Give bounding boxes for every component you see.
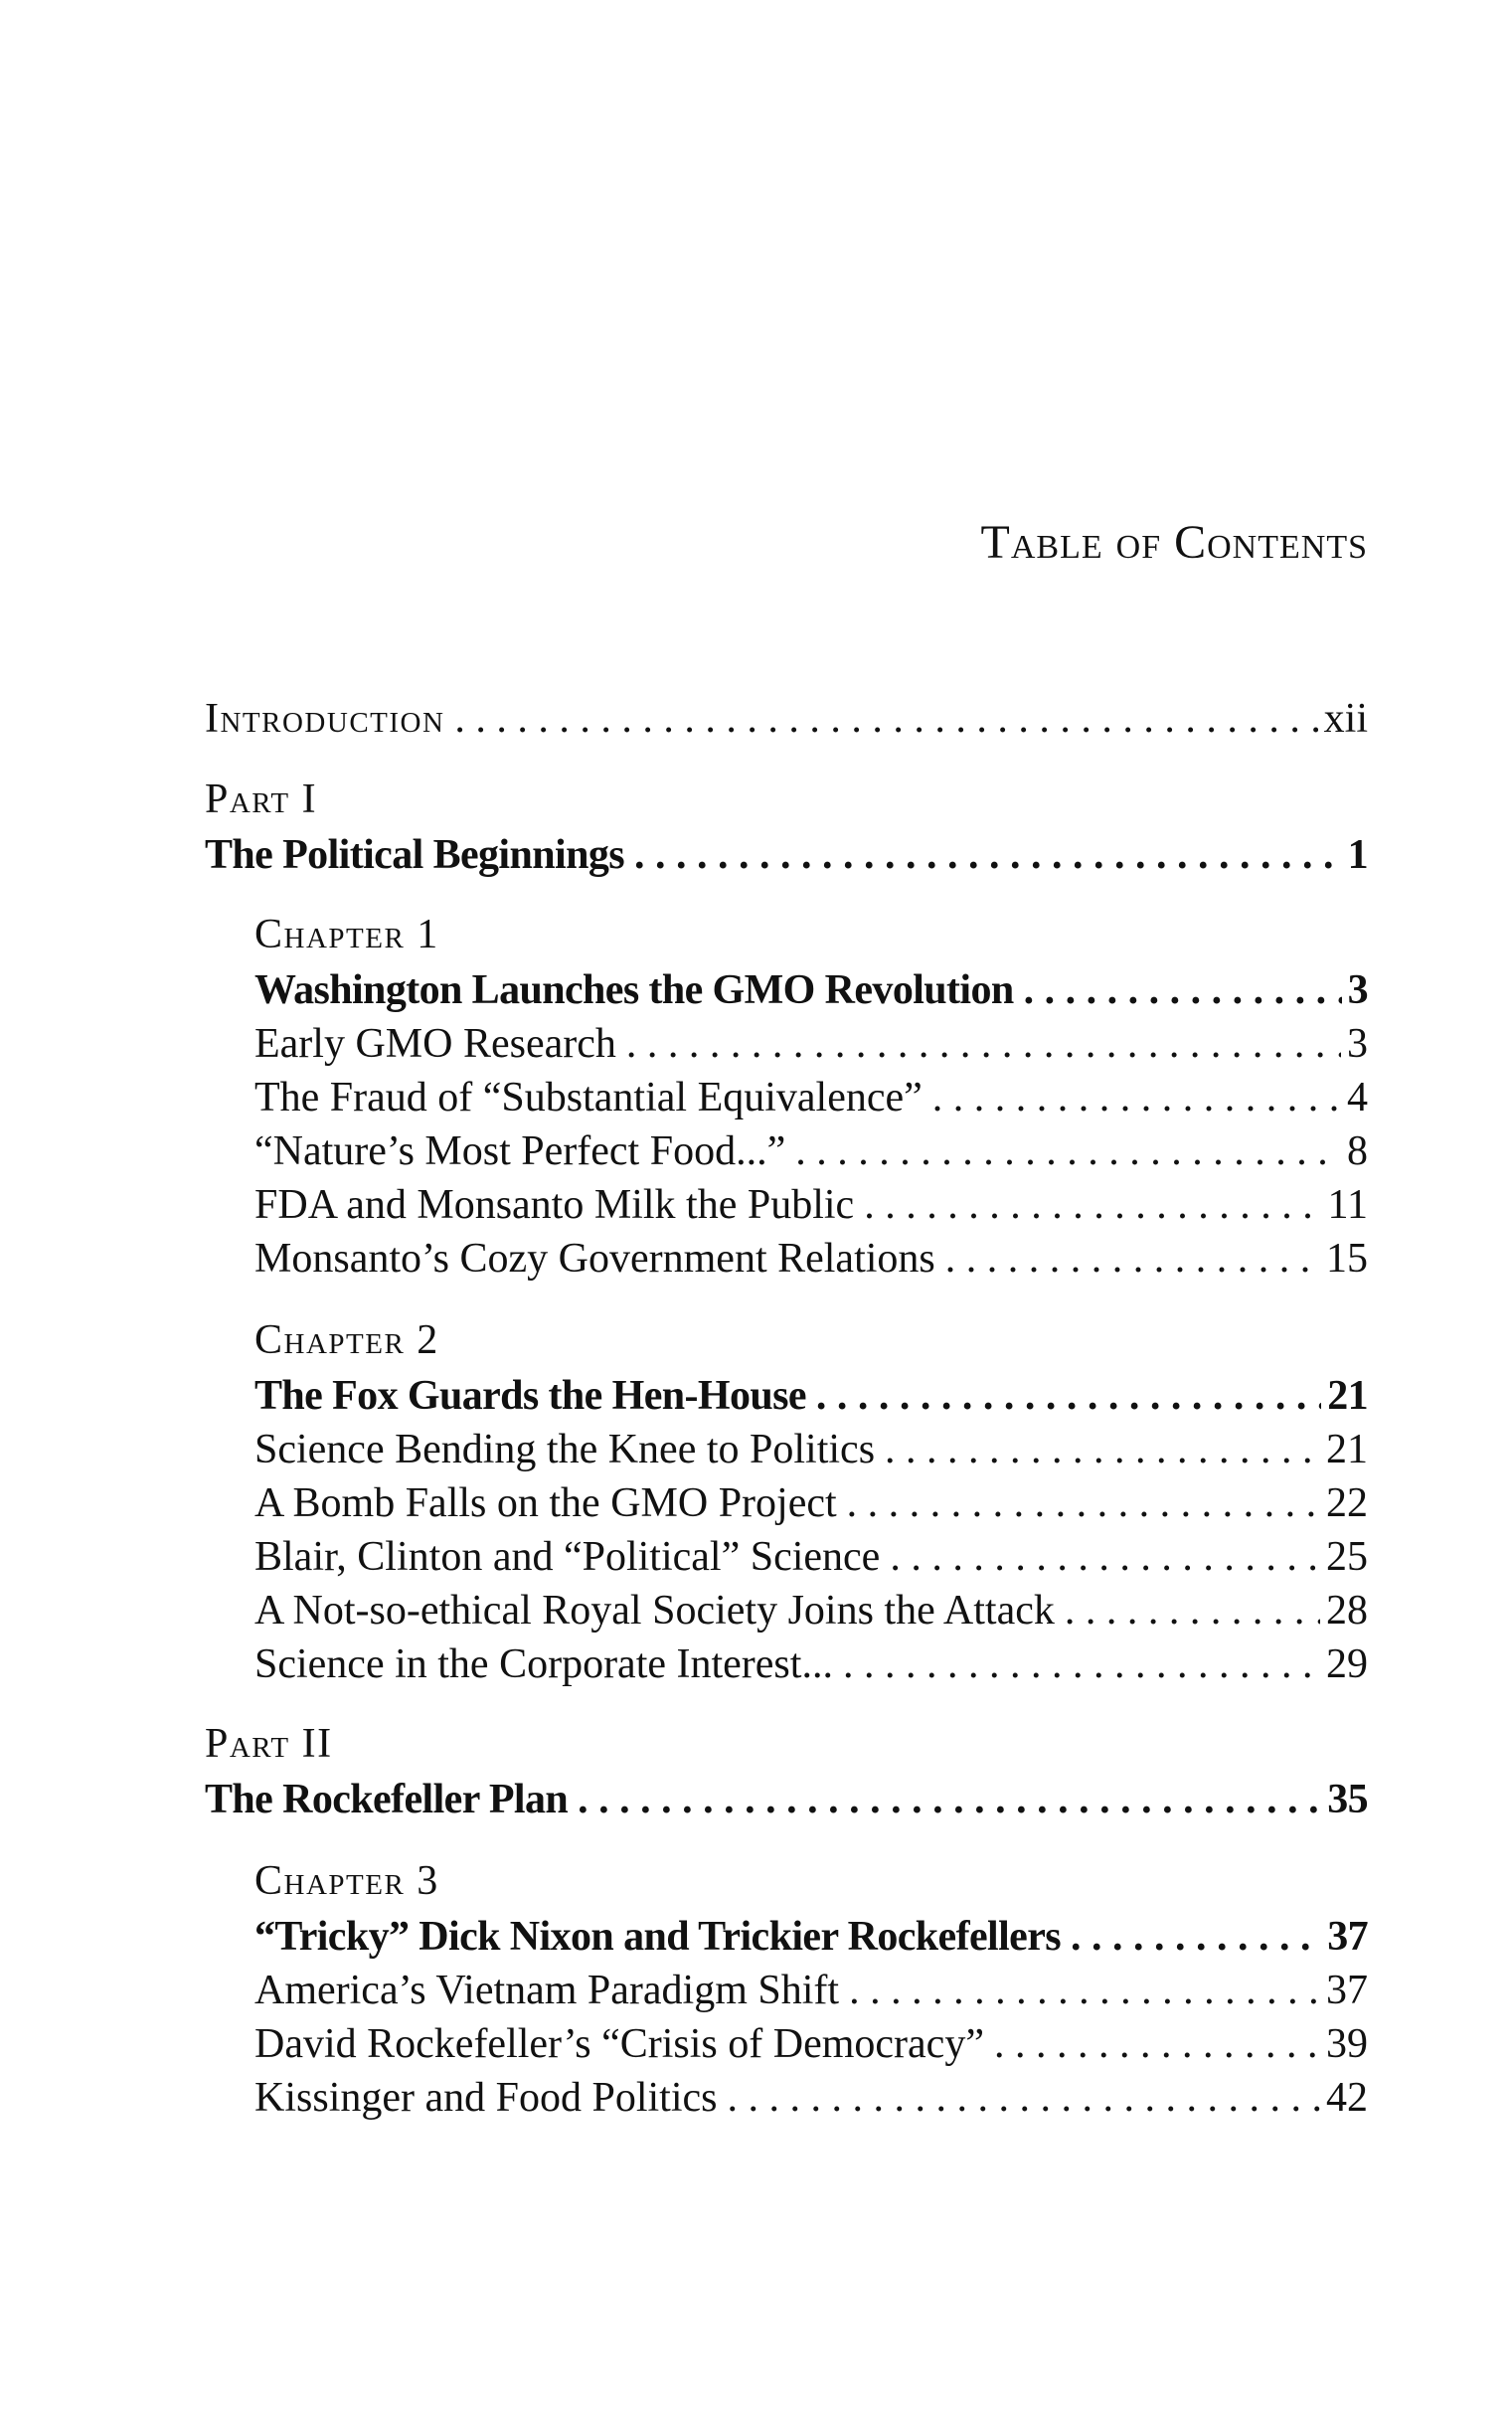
part-heading: Part I: [205, 776, 318, 822]
toc-entry-label: David Rockefeller’s “Crisis of Democracy”: [254, 2021, 984, 2067]
toc-entry-label: “Tricky” Dick Nixon and Trickier Rockefellers: [254, 1914, 1061, 1960]
toc-entry-page: 4: [1347, 1075, 1368, 1120]
toc-entry-section[interactable]: [254, 1125, 1368, 1177]
toc-entry-chapter2[interactable]: [254, 1370, 1368, 1422]
dot-leader: [1071, 1911, 1321, 1963]
toc-entry-label: Washington Launches the GMO Revolution: [254, 967, 1014, 1013]
toc-entry-section[interactable]: [254, 1233, 1368, 1285]
chapter-heading: Chapter 2: [254, 1317, 439, 1363]
toc-entry-page: 15: [1326, 1236, 1368, 1282]
dot-leader: [626, 1018, 1341, 1070]
dot-leader: [843, 1638, 1320, 1690]
toc-entry-label: Monsanto’s Cozy Government Relations: [254, 1236, 935, 1282]
toc-entry-page: 28: [1326, 1588, 1368, 1634]
dot-leader: [945, 1233, 1320, 1285]
toc-entry-label: Science Bending the Knee to Politics: [254, 1427, 876, 1472]
toc-entry-page: 21: [1326, 1427, 1368, 1472]
toc-entry-chapter1[interactable]: [254, 964, 1368, 1016]
toc-entry-label: The Political Beginnings: [205, 832, 624, 878]
toc-entry-label: America’s Vietnam Paradigm Shift: [254, 1968, 840, 2013]
toc-entry-section[interactable]: [254, 1424, 1368, 1475]
toc-entry-chapter3[interactable]: [254, 1911, 1368, 1963]
toc-entry-label: Science in the Corporate Interest...: [254, 1641, 833, 1687]
dot-leader: [849, 1965, 1320, 2016]
toc-entry-page: 37: [1326, 1968, 1368, 2013]
toc-entry-page: 39: [1326, 2021, 1368, 2067]
chapter-heading: Chapter 1: [254, 912, 439, 957]
toc-entry-section[interactable]: [254, 2072, 1368, 2124]
toc-entry-section[interactable]: [254, 1018, 1368, 1070]
toc-entry-page: 37: [1327, 1914, 1368, 1960]
toc-entry-page: 3: [1347, 1021, 1368, 1067]
toc-entry-section[interactable]: [254, 1531, 1368, 1583]
dot-leader: [1065, 1585, 1320, 1636]
toc-entry-part2[interactable]: [205, 1774, 1368, 1825]
dot-leader: [816, 1370, 1321, 1422]
toc-entry-page: 3: [1347, 967, 1368, 1013]
toc-entry-section[interactable]: [254, 2018, 1368, 2070]
toc-entry-label: FDA and Monsanto Milk the Public: [254, 1182, 855, 1228]
toc-entry-page: 29: [1326, 1641, 1368, 1687]
toc-entry-label: Blair, Clinton and “Political” Science: [254, 1534, 881, 1580]
toc-entry-section[interactable]: [254, 1965, 1368, 2016]
toc-entry-section[interactable]: [254, 1477, 1368, 1529]
toc-entry-page: xii: [1323, 696, 1368, 742]
toc-entry-section[interactable]: [254, 1585, 1368, 1636]
toc-entry-section[interactable]: [254, 1638, 1368, 1690]
dot-leader: [864, 1179, 1321, 1231]
dot-leader: [994, 2018, 1320, 2070]
toc-entry-introduction[interactable]: [205, 693, 1368, 745]
dot-leader: [847, 1477, 1320, 1529]
dot-leader: [454, 693, 1317, 745]
dot-leader: [578, 1774, 1321, 1825]
toc-entry-page: 22: [1326, 1480, 1368, 1526]
toc-entry-label: “Nature’s Most Perfect Food...”: [254, 1128, 786, 1174]
page-title: Table of Contents: [980, 516, 1368, 569]
toc-entry-section[interactable]: [254, 1072, 1368, 1123]
dot-leader: [634, 829, 1342, 881]
toc-entry-section[interactable]: [254, 1179, 1368, 1231]
toc-entry-label: A Bomb Falls on the GMO Project: [254, 1480, 837, 1526]
toc-entry-label: The Fox Guards the Hen-House: [254, 1373, 806, 1419]
toc-entry-page: 25: [1326, 1534, 1368, 1580]
part-heading: Part II: [205, 1721, 333, 1767]
toc-entry-label: The Rockefeller Plan: [205, 1777, 569, 1822]
dot-leader: [795, 1125, 1341, 1177]
toc-entry-page: 1: [1347, 832, 1368, 878]
toc-entry-page: 11: [1327, 1182, 1368, 1228]
toc-entry-label: Early GMO Research: [254, 1021, 616, 1067]
dot-leader: [885, 1424, 1320, 1475]
toc-entry-page: 35: [1327, 1777, 1368, 1822]
toc-entry-label: A Not-so-ethical Royal Society Joins the Attack: [254, 1588, 1055, 1634]
dot-leader: [1024, 964, 1342, 1016]
toc-entry-page: 21: [1327, 1373, 1368, 1419]
dot-leader: [932, 1072, 1341, 1123]
toc-entry-page: 42: [1326, 2075, 1368, 2121]
toc-entry-label: The Fraud of “Substantial Equivalence”: [254, 1075, 923, 1120]
dot-leader: [890, 1531, 1320, 1583]
chapter-heading: Chapter 3: [254, 1858, 439, 1904]
toc-entry-label: Kissinger and Food Politics: [254, 2075, 718, 2121]
dot-leader: [728, 2072, 1320, 2124]
toc-entry-part1[interactable]: [205, 829, 1368, 881]
toc-entry-page: 8: [1347, 1128, 1368, 1174]
toc-entry-label: Introduction: [205, 696, 445, 742]
